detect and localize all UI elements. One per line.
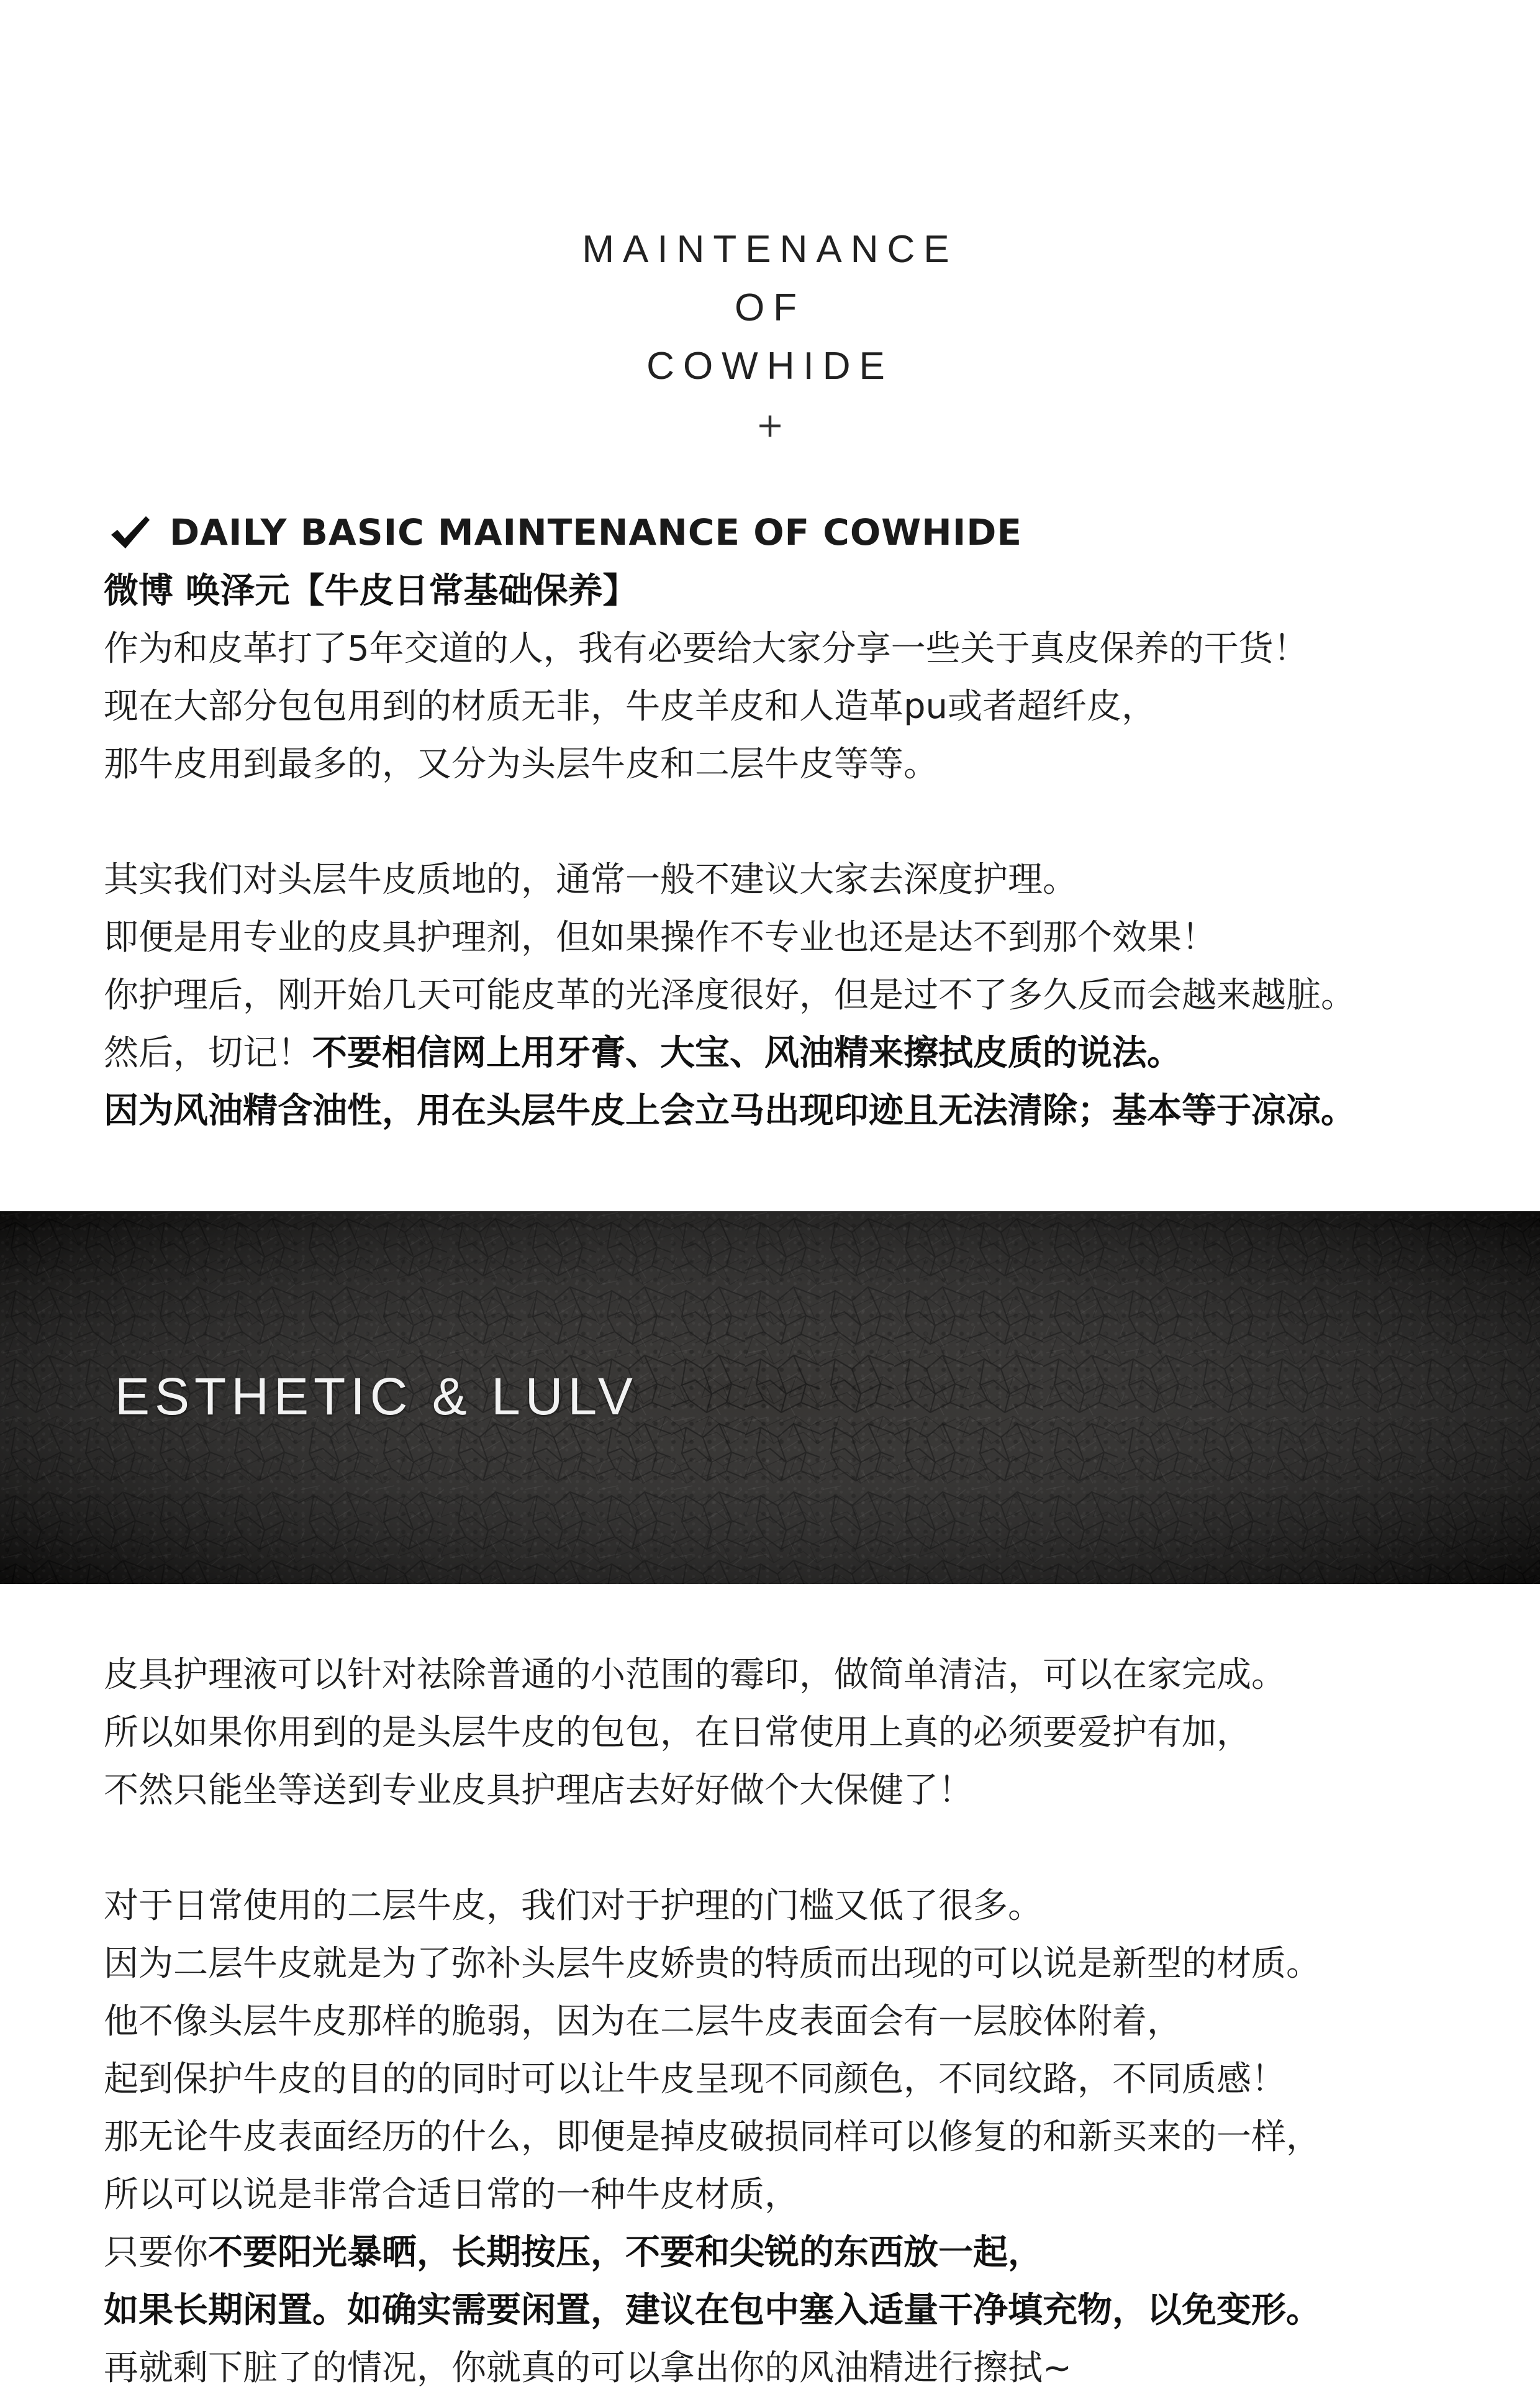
paragraph-line: 因为二层牛皮就是为了弥补头层牛皮娇贵的特质而出现的可以说是新型的材质。 xyxy=(104,1944,1321,1984)
leather-banner xyxy=(0,1211,1540,1584)
paragraph-line: 他不像头层牛皮那样的脆弱，因为在二层牛皮表面会有一层胶体附着， xyxy=(104,2001,1182,2042)
paragraph-line: 所以可以说是非常合适日常的一种牛皮材质， xyxy=(104,2175,799,2215)
title-block xyxy=(0,221,1540,450)
normal-text: 然后，切记！ xyxy=(104,1033,312,1073)
paragraph-line: 作为和皮革打了5年交道的人，我有必要给大家分享一些关于真皮保养的干货！ xyxy=(104,629,1308,669)
banner-text: ESTHETIC & LULV xyxy=(115,1367,638,1426)
paragraph-line: 那无论牛皮表面经历的什么，即便是掉皮破损同样可以修复的和新买来的一样， xyxy=(104,2117,1321,2157)
paragraph-gap xyxy=(104,793,1482,851)
paragraph-line: 那牛皮用到最多的，又分为头层牛皮和二层牛皮等等。 xyxy=(104,744,938,785)
plus-icon: + xyxy=(756,406,784,445)
text-block-2 xyxy=(104,1646,1482,2397)
paragraph-line-mixed xyxy=(104,2224,1482,2281)
title-line-2: OF xyxy=(734,286,806,329)
emphasis-text: 不要阳光暴晒，长期按压，不要和尖锐的东西放一起， xyxy=(208,2232,1043,2273)
normal-text: 只要你 xyxy=(104,2232,208,2273)
paragraph-line: 再就剩下脏了的情况，你就真的可以拿出你的风油精进行擦拭~ xyxy=(104,2348,1072,2388)
text-block-1 xyxy=(104,562,1482,1140)
section-heading-text: DAILY BASIC MAINTENANCE OF COWHIDE xyxy=(170,511,1023,553)
emphasis-line: 因为风油精含油性，用在头层牛皮上会立马出现印迹且无法清除；基本等于凉凉。 xyxy=(104,1091,1356,1131)
paragraph-line: 皮具护理液可以针对祛除普通的小范围的霉印，做简单清洁，可以在家完成。 xyxy=(104,1655,1286,1695)
paragraph-line: 其实我们对头层牛皮质地的，通常一般不建议大家去深度护理。 xyxy=(104,860,1077,900)
paragraph-line: 起到保护牛皮的目的的同时可以让牛皮呈现不同颜色，不同纹路，不同质感！ xyxy=(104,2059,1286,2099)
paragraph-line: 对于日常使用的二层牛皮，我们对于护理的门槛又低了很多。 xyxy=(104,1886,1043,1926)
paragraph-gap xyxy=(104,1819,1482,1877)
emphasis-line: 如果长期闲置。如确实需要闲置，建议在包中塞入适量干净填充物，以免变形。 xyxy=(104,2290,1321,2331)
emphasis-text: 不要相信网上用牙膏、大宝、风油精来擦拭皮质的说法。 xyxy=(312,1033,1182,1073)
paragraph-line: 你护理后，刚开始几天可能皮革的光泽度很好，但是过不了多久反而会越来越脏。 xyxy=(104,975,1356,1016)
paragraph-line: 不然只能坐等送到专业皮具护理店去好好做个大保健了！ xyxy=(104,1770,973,1811)
paragraph-line: 现在大部分包包用到的材质无非，牛皮羊皮和人造革pu或者超纤皮， xyxy=(104,686,1157,727)
checkmark-icon xyxy=(109,514,152,551)
paragraph-line: 即便是用专业的皮具护理剂，但如果操作不专业也还是达不到那个效果！ xyxy=(104,917,1216,958)
paragraph-line: 所以如果你用到的是头层牛皮的包包，在日常使用上真的必须要爱护有加， xyxy=(104,1712,1251,1753)
title-line-1: MAINTENANCE xyxy=(582,228,958,271)
section-subtitle: 微博 唤泽元【牛皮日常基础保养】 xyxy=(104,571,638,611)
section-heading xyxy=(109,506,1022,558)
title-line-3: COWHIDE xyxy=(646,345,894,388)
paragraph-line-mixed xyxy=(104,1024,1482,1082)
